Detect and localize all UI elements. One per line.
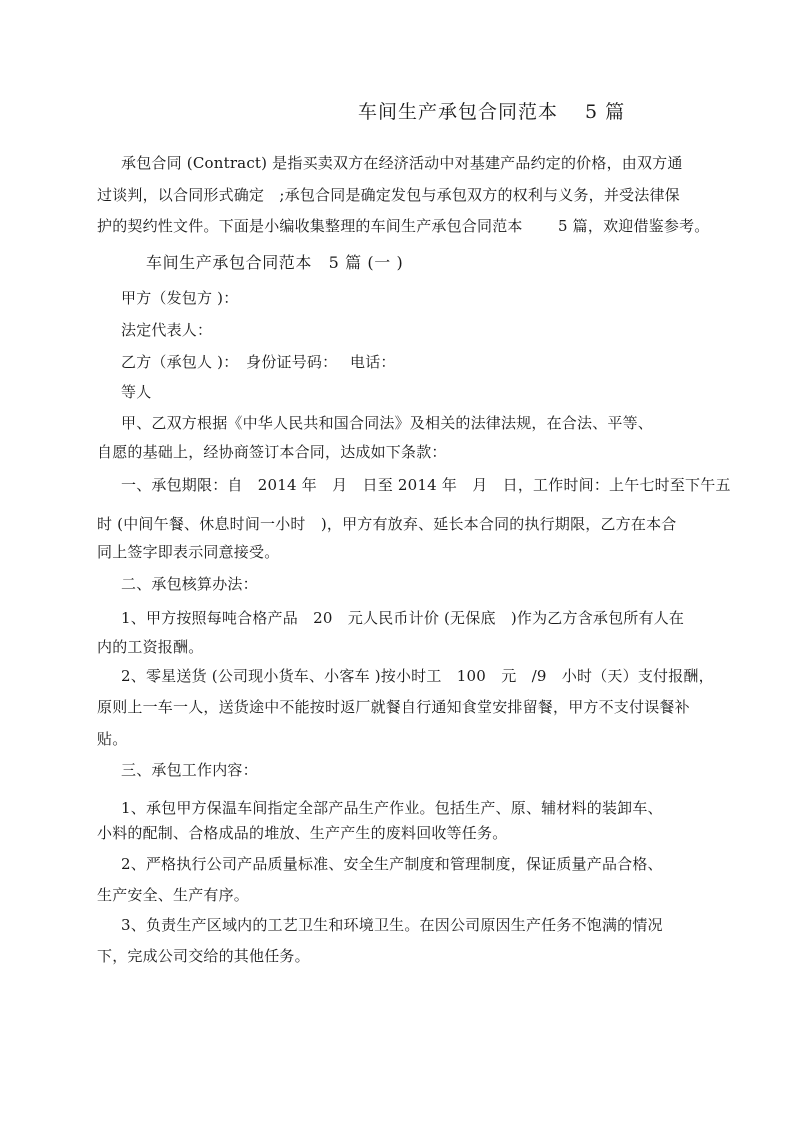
clause3-item2-line-1: 2、严格执行公司产品质量标准、安全生产制度和管理制度，保证质量产品合格、 <box>121 855 663 873</box>
clause2-item1-line-2: 内的工资报酬。 <box>97 638 204 656</box>
party-a-line: 甲方（发包方 )： <box>121 289 239 307</box>
clause1-line-2: 时 (中间午餐、休息时间一小时 )，甲方有放弃、延长本合同的执行期限，乙方在本合 <box>97 515 677 533</box>
clause2-item2-line-2: 原则上一车一人，送货途中不能按时返厂就餐自行通知食堂安排留餐，甲方不支付误餐补 <box>97 698 690 716</box>
clause3-heading: 三、承包工作内容： <box>121 761 258 779</box>
legal-representative-line: 法定代表人： <box>121 321 213 339</box>
clause3-item2-line-2: 生产安全、生产有序。 <box>97 886 250 904</box>
party-b-line: 乙方（承包人 )： 身份证号码： 电话： <box>121 353 396 371</box>
clause2-item1-line-1: 1、甲方按照每吨合格产品 20 元人民币计价 (无保底 )作为乙方含承包所有人在 <box>121 609 685 627</box>
clause3-item1-line-2: 小料的配制、合格成品的堆放、生产产生的废料回收等任务。 <box>97 824 508 842</box>
clause2-item2-line-3: 贴。 <box>97 730 128 748</box>
clause2-heading: 二、承包核算办法： <box>121 575 258 593</box>
clause3-item3-line-2: 下，完成公司交给的其他任务。 <box>97 947 310 965</box>
intro-line-1: 承包合同 (Contract) 是指买卖双方在经济活动中对基建产品约定的价格，由双方通 <box>121 154 683 172</box>
clause1-line-1: 一、承包期限：自 2014 年 月 日至 2014 年 月 日，工作时间：上午七时至下午五 <box>121 476 731 494</box>
clause3-item1-line-1: 1、承包甲方保温车间指定全部产品生产作业。包括生产、原、辅材料的装卸车、 <box>121 799 663 817</box>
preamble-line-1: 甲、乙双方根据《中华人民共和国合同法》及相关的法律法规，在合法、平等、 <box>121 414 654 432</box>
clause2-item2-line-1: 2、零星送货 (公司现小货车、小客车 )按小时工 100 元 /9 小时（天）支付报酬， <box>121 667 714 685</box>
preamble-line-2: 自愿的基础上，经协商签订本合同，达成如下条款： <box>97 443 447 461</box>
intro-line-2: 过谈判，以合同形式确定 ;承包合同是确定发包与承包双方的权利与义务，并受法律保 <box>97 186 680 204</box>
clause3-item3-line-1: 3、负责生产区域内的工艺卫生和环境卫生。在因公司原因生产任务不饱满的情况 <box>121 916 663 934</box>
document-title: 车间生产承包合同范本 5 篇 <box>358 101 626 123</box>
intro-line-3: 护的契约性文件。下面是小编收集整理的车间生产承包合同范本 5 篇，欢迎借鉴参考。 <box>97 217 710 235</box>
etc-line: 等人 <box>121 383 152 401</box>
section-title: 车间生产承包合同范本 5 篇 (一 ) <box>146 253 404 272</box>
clause1-line-3: 同上签字即表示同意接受。 <box>97 543 280 561</box>
